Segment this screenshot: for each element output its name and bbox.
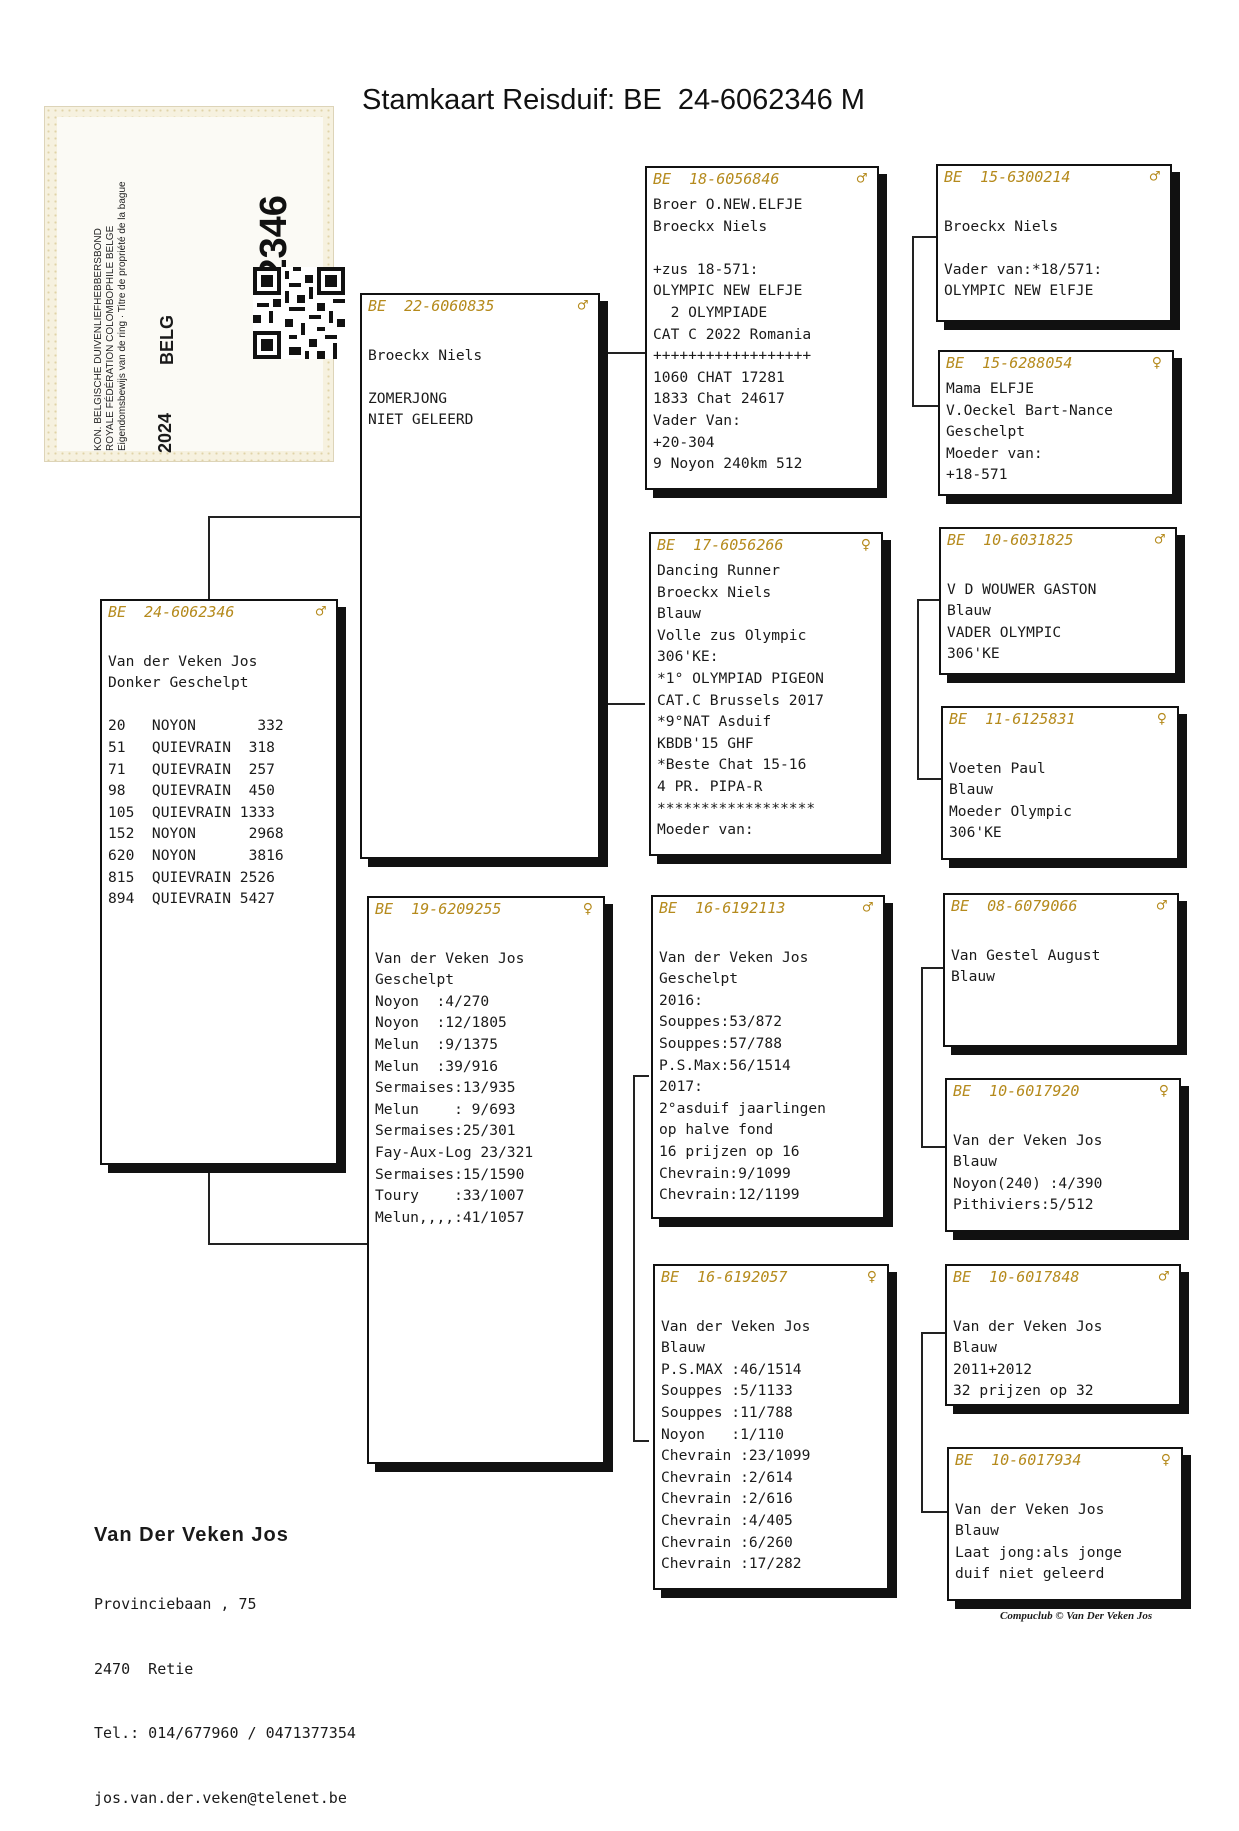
pigeon-header	[653, 170, 871, 190]
pigeon-detail-line: Blauw	[951, 968, 995, 986]
connector-fff	[912, 236, 938, 238]
pigeon-detail-line: Noyon :4/270	[375, 992, 490, 1010]
pigeon-details	[946, 378, 1168, 486]
connector-fmm	[917, 778, 941, 780]
connector-mm	[633, 1440, 649, 1442]
pigeon-detail-line: Toury :33/1007	[375, 1187, 525, 1205]
pigeon-details	[661, 1294, 883, 1575]
pigeon-detail-line: Van der Veken Jos	[955, 1500, 1105, 1518]
pigeon-detail-line: *1° OLYMPIAD PIGEON	[657, 669, 824, 687]
ring-card-line1: KON. BELGISCHE DUIVENLIEFHEBBERSBOND	[93, 228, 104, 451]
pigeon-details	[955, 1477, 1177, 1585]
country-code: BE	[661, 1268, 680, 1286]
connector-fmf	[917, 599, 941, 601]
male-icon: ♂	[1158, 1267, 1169, 1287]
ring-number: 11-6125831	[985, 710, 1076, 728]
pigeon-detail-line: Melun : 9/693	[375, 1100, 516, 1118]
pigeon-detail-line	[955, 1477, 1177, 1499]
pigeon-detail-line: Broeckx Niels	[368, 346, 483, 364]
pigeon-detail-line	[368, 366, 594, 388]
pigeon-detail-line: +zus 18-571:	[653, 260, 759, 278]
pigeon-detail-line: CAT.C Brussels 2017	[657, 691, 824, 709]
pigeon-detail-line: Broer O.NEW.ELFJE	[653, 196, 803, 213]
pigeon-detail-line: Noyon(240) :4/390	[953, 1174, 1103, 1192]
male-icon: ♂	[1156, 896, 1167, 916]
pigeon-card-mmm	[947, 1447, 1183, 1601]
pigeon-detail-line: Broeckx Niels	[657, 583, 772, 601]
pigeon-header	[946, 354, 1166, 374]
pigeon-detail-line: Souppes :11/788	[661, 1403, 793, 1421]
pigeon-detail-line: 51 QUIEVRAIN 318	[108, 738, 275, 756]
pigeon-card-father	[360, 293, 600, 859]
ring-card-line3: Eigendomsbewijs van de ring · Titre de propriété de la bague	[117, 181, 128, 451]
ring-number: 17-6056266	[693, 536, 784, 554]
country-code: BE	[653, 170, 672, 188]
ring-number: 08-6079066	[987, 897, 1078, 915]
pigeon-detail-line: P.S.Max:56/1514	[659, 1056, 791, 1074]
pigeon-detail-line: 2011+2012	[953, 1360, 1033, 1378]
pigeon-detail-line: 152 NOYON 2968	[108, 825, 284, 843]
pigeon-header	[953, 1082, 1173, 1102]
pigeon-detail-line: Volle zus Olympic	[657, 626, 807, 644]
pigeon-detail-line	[108, 629, 332, 651]
pigeon-detail-line: OLYMPIC NEW ElFJE	[944, 282, 1094, 300]
pigeon-detail-line: NIET GELEERD	[368, 411, 474, 429]
pigeon-detail-line: 620 NOYON 3816	[108, 846, 284, 864]
pigeon-detail-line: CAT C 2022 Romania	[653, 325, 812, 343]
pigeon-detail-line	[951, 923, 1173, 945]
pigeon-detail-line	[661, 1294, 883, 1316]
country-code: BE	[108, 603, 127, 621]
male-icon: ♂	[1149, 167, 1160, 187]
pigeon-card-mmf	[945, 1264, 1181, 1406]
pigeon-detail-line	[953, 1294, 1175, 1316]
pigeon-detail-line: Blauw	[953, 1339, 997, 1357]
connector-fm	[605, 703, 645, 705]
pigeon-details	[953, 1108, 1175, 1216]
pigeon-detail-line: Chevrain :6/260	[661, 1533, 793, 1551]
pigeon-detail-line: 2°asduif jaarlingen	[659, 1099, 826, 1117]
pigeon-detail-line: Moeder van:	[657, 821, 754, 839]
pigeon-details	[368, 323, 594, 431]
pigeon-header	[951, 897, 1171, 917]
pigeon-detail-line: Blauw	[657, 605, 701, 623]
male-icon: ♂	[1154, 530, 1165, 550]
pigeon-card-mf	[651, 895, 885, 1219]
ring-number: 18-6056846	[689, 170, 780, 188]
pigeon-detail-line: Blauw	[953, 1153, 997, 1171]
pigeon-detail-line: V D WOUWER GASTON	[947, 580, 1097, 598]
pigeon-detail-line: Vader van:*18/571:	[944, 260, 1103, 278]
pigeon-details	[653, 194, 873, 475]
pigeon-detail-line: Geschelpt	[946, 423, 1026, 441]
pigeon-header	[659, 899, 877, 919]
pigeon-detail-line	[375, 926, 599, 948]
pigeon-detail-line	[949, 736, 1173, 758]
pigeon-header	[657, 536, 875, 556]
female-icon: ♀	[1156, 709, 1167, 729]
pigeon-detail-line: P.S.MAX :46/1514	[661, 1360, 802, 1378]
pigeon-header	[949, 710, 1171, 730]
pigeon-detail-line: Moeder Olympic	[949, 802, 1073, 820]
pigeon-detail-line: op halve fond	[659, 1121, 774, 1139]
pigeon-detail-line: Chevrain :4/405	[661, 1511, 793, 1529]
pigeon-detail-line: 1833 Chat 24617	[653, 390, 785, 408]
pigeon-detail-line: KBDB'15 GHF	[657, 734, 754, 752]
pigeon-detail-line: Mama ELFJE	[946, 380, 1034, 397]
ring-card-line2: ROYALE FÉDÉRATION COLOMBOPHILE BELGE	[105, 225, 116, 451]
ring-number: 10-6031825	[983, 531, 1074, 549]
pigeon-details	[108, 629, 332, 910]
pigeon-card-fmm	[941, 706, 1179, 860]
connector-gen2-mother	[633, 1075, 635, 1441]
country-code: BE	[946, 354, 965, 372]
pigeon-detail-line: +18-571	[946, 466, 1008, 484]
pigeon-detail-line	[953, 1108, 1175, 1130]
pigeon-card-mm	[653, 1264, 889, 1590]
pigeon-detail-line: Melun :39/916	[375, 1057, 499, 1075]
pigeon-detail-line: Broeckx Niels	[944, 217, 1059, 235]
pigeon-detail-line	[944, 237, 1166, 259]
pigeon-detail-line: 894 QUIEVRAIN 5427	[108, 890, 275, 908]
pigeon-detail-line: Van der Veken Jos	[661, 1317, 811, 1335]
pigeon-detail-line: +20-304	[653, 433, 715, 451]
pigeon-detail-line: Van der Veken Jos	[375, 949, 525, 967]
pigeon-detail-line: Geschelpt	[659, 970, 739, 988]
pigeon-details	[944, 194, 1166, 302]
country-code: BE	[368, 297, 387, 315]
pigeon-detail-line: V.Oeckel Bart-Nance	[946, 401, 1113, 419]
pigeon-detail-line: Van der Veken Jos	[953, 1131, 1103, 1149]
ring-number: 16-6192113	[695, 899, 786, 917]
connector-gen3-mf	[921, 967, 923, 1147]
ring-number: 24-6062346	[144, 603, 235, 621]
ring-number: 19-6209255	[411, 900, 502, 918]
owner-name: Van Der Veken Jos	[94, 1524, 289, 1546]
pigeon-detail-line: Blauw	[949, 781, 993, 799]
pigeon-detail-line	[368, 323, 594, 345]
pigeon-detail-line: 2 OLYMPIADE	[653, 303, 768, 321]
female-icon: ♀	[1160, 1450, 1171, 1470]
country-code: BE	[947, 531, 966, 549]
connector-mff	[921, 967, 945, 969]
pigeon-detail-line: 9 Noyon 240km 512	[653, 455, 803, 473]
pigeon-detail-line: VADER OLYMPIC	[947, 623, 1062, 641]
pigeon-detail-line: Blauw	[947, 602, 991, 620]
pigeon-details	[657, 560, 877, 841]
male-icon: ♂	[856, 169, 867, 189]
pigeon-header	[368, 297, 592, 317]
pigeon-card-fff	[936, 164, 1172, 322]
pigeon-detail-line: Noyon :1/110	[661, 1425, 785, 1443]
pigeon-detail-line: Van der Veken Jos	[108, 652, 258, 670]
pigeon-detail-line: Souppes:53/872	[659, 1013, 783, 1031]
owner-street: Provinciebaan , 75	[94, 1595, 257, 1613]
qr-code-icon	[253, 267, 345, 359]
pigeon-header	[955, 1451, 1175, 1471]
owner-email[interactable]: jos.van.der.veken@telenet.be	[94, 1788, 347, 1807]
country-code: BE	[953, 1268, 972, 1286]
female-icon: ♀	[582, 899, 593, 919]
pigeon-detail-line: Van Gestel August	[951, 946, 1101, 964]
ring-number: 10-6017934	[991, 1451, 1082, 1469]
country-code: BE	[951, 897, 970, 915]
pigeon-detail-line: Geschelpt	[375, 971, 455, 989]
connector-gen3-fm	[917, 599, 919, 779]
pigeon-detail-line: Souppes:57/788	[659, 1034, 783, 1052]
connector-mf	[633, 1075, 649, 1077]
pigeon-details	[949, 736, 1173, 844]
pigeon-details	[953, 1294, 1175, 1402]
pigeon-detail-line: Noyon :12/1805	[375, 1014, 507, 1032]
pigeon-details	[375, 926, 599, 1228]
page-title: Stamkaart Reisduif: BE 24-6062346 M	[362, 84, 865, 116]
pigeon-detail-line: 306'KE:	[657, 648, 719, 666]
country-code: BE	[953, 1082, 972, 1100]
pigeon-detail-line: *9°NAT Asduif	[657, 713, 772, 731]
pigeon-header	[944, 168, 1164, 188]
pigeon-detail-line: ZOMERJONG	[368, 389, 448, 407]
pigeon-detail-line: *Beste Chat 15-16	[657, 756, 807, 774]
ring-number: 10-6017920	[989, 1082, 1080, 1100]
connector-gen3-ff	[912, 236, 914, 406]
ring-number: 15-6300214	[980, 168, 1071, 186]
pigeon-detail-line	[944, 194, 1166, 216]
pigeon-details	[947, 557, 1171, 665]
pigeon-detail-line: 1060 CHAT 17281	[653, 368, 785, 386]
connector-mmm	[921, 1511, 947, 1513]
pigeon-detail-line: Blauw	[955, 1522, 999, 1540]
ring-number: 10-6017848	[989, 1268, 1080, 1286]
pigeon-detail-line: Sermaises:13/935	[375, 1079, 516, 1097]
pigeon-detail-line	[108, 694, 332, 716]
pigeon-card-mff	[943, 893, 1179, 1047]
ring-card-inner	[57, 117, 323, 451]
pigeon-card-ffm	[938, 350, 1174, 496]
pigeon-detail-line: 20 NOYON 332	[108, 717, 284, 735]
pigeon-detail-line: Chevrain :2/614	[661, 1468, 793, 1486]
female-icon: ♀	[860, 535, 871, 555]
pigeon-detail-line: 98 QUIEVRAIN 450	[108, 782, 275, 800]
owner-city: 2470 Retie	[94, 1659, 194, 1678]
pigeon-detail-line: duif niet geleerd	[955, 1565, 1105, 1583]
pigeon-detail-line: Souppes :5/1133	[661, 1382, 793, 1400]
male-icon: ♂	[577, 296, 588, 316]
ring-ownership-card	[44, 106, 334, 462]
pigeon-card-main	[100, 599, 338, 1165]
ring-number: 22-6060835	[404, 297, 495, 315]
pigeon-header	[947, 531, 1169, 551]
female-icon: ♀	[1151, 353, 1162, 373]
connector-father	[208, 516, 360, 518]
pigeon-detail-line: 32 prijzen op 32	[953, 1382, 1094, 1400]
pigeon-detail-line: 105 QUIEVRAIN 1333	[108, 803, 275, 821]
pigeon-detail-line: 306'KE	[947, 645, 1000, 663]
pigeon-detail-line: Vader Van:	[653, 411, 741, 429]
connector-ffm	[912, 405, 940, 407]
connector-gen3-mm	[921, 1332, 923, 1512]
pigeon-card-fmf	[939, 527, 1177, 675]
pigeon-detail-line: Van der Veken Jos	[953, 1317, 1103, 1335]
ring-number: 15-6288054	[982, 354, 1073, 372]
pigeon-detail-line: Broeckx Niels	[653, 217, 768, 235]
country-code: BE	[375, 900, 394, 918]
ring-number: 16-6192057	[697, 1268, 788, 1286]
pigeon-detail-line: 4 PR. PIPA-R	[657, 777, 763, 795]
pigeon-header	[953, 1268, 1173, 1288]
country-code: BE	[949, 710, 968, 728]
ring-card-year: 2024	[155, 412, 175, 453]
pigeon-detail-line: Chevrain:9/1099	[659, 1164, 791, 1182]
pigeon-detail-line: Sermaises:15/1590	[375, 1165, 525, 1183]
pigeon-detail-line: 306'KE	[949, 824, 1002, 842]
owner-address	[94, 1476, 356, 1831]
pigeon-detail-line: Fay-Aux-Log 23/321	[375, 1143, 534, 1161]
pigeon-detail-line: ******************	[657, 799, 816, 817]
pigeon-detail-line	[653, 237, 873, 259]
pigeon-detail-line: Blauw	[661, 1339, 705, 1357]
ring-card-country: BELG	[157, 314, 177, 365]
pigeon-detail-line: Sermaises:25/301	[375, 1122, 516, 1140]
pigeon-detail-line: Chevrain :17/282	[661, 1555, 802, 1573]
country-code: BE	[657, 536, 676, 554]
male-icon: ♂	[862, 898, 873, 918]
country-code: BE	[944, 168, 963, 186]
country-code: BE	[955, 1451, 974, 1469]
pigeon-card-ff	[645, 166, 879, 490]
pigeon-detail-line: ++++++++++++++++++	[653, 347, 812, 365]
owner-phone: Tel.: 014/677960 / 0471377354	[94, 1724, 356, 1742]
pigeon-detail-line	[947, 557, 1171, 579]
ring-card-org-text	[93, 131, 128, 451]
pigeon-detail-line: Melun,,,,:41/1057	[375, 1208, 525, 1226]
connector-mmf	[921, 1332, 947, 1334]
pigeon-detail-line: Donker Geschelpt	[108, 674, 249, 692]
connector-mother	[208, 1243, 368, 1245]
pigeon-card-mfm	[945, 1078, 1181, 1232]
pigeon-detail-line: 815 QUIEVRAIN 2526	[108, 868, 275, 886]
pigeon-detail-line: Dancing Runner	[657, 562, 781, 579]
pigeon-detail-line	[659, 925, 879, 947]
pigeon-details	[659, 925, 879, 1206]
pigeon-detail-line: Van der Veken Jos	[659, 948, 809, 966]
pigeon-detail-line: 2017:	[659, 1078, 703, 1096]
pigeon-header	[375, 900, 597, 920]
pigeon-card-mother	[367, 896, 605, 1464]
pigeon-detail-line: Laat jong:als jonge	[955, 1543, 1122, 1561]
pigeon-detail-line: Chevrain :2/616	[661, 1490, 793, 1508]
pigeon-detail-line: Chevrain:12/1199	[659, 1186, 800, 1204]
pigeon-header	[661, 1268, 881, 1288]
pigeon-detail-line: 16 prijzen op 16	[659, 1142, 800, 1160]
pigeon-detail-line: Melun :9/1375	[375, 1035, 499, 1053]
pigeon-detail-line: OLYMPIC NEW ELFJE	[653, 282, 803, 300]
footer-credit: Compuclub © Van Der Veken Jos	[1000, 1610, 1153, 1622]
connector-ff	[605, 352, 645, 354]
female-icon: ♀	[866, 1267, 877, 1287]
pigeon-detail-line: Pithiviers:5/512	[953, 1196, 1094, 1214]
connector-mfm	[921, 1146, 947, 1148]
pigeon-detail-line: Voeten Paul	[949, 759, 1046, 777]
pigeon-details	[951, 923, 1173, 988]
pigeon-detail-line: Moeder van:	[946, 444, 1043, 462]
female-icon: ♀	[1158, 1081, 1169, 1101]
male-icon: ♂	[315, 602, 326, 622]
pigeon-detail-line: Chevrain :23/1099	[661, 1447, 811, 1465]
pigeon-detail-line: 71 QUIEVRAIN 257	[108, 760, 275, 778]
pigeon-card-fm	[649, 532, 883, 856]
pigeon-detail-line: 2016:	[659, 991, 703, 1009]
country-code: BE	[659, 899, 678, 917]
connector-gen2-father	[605, 352, 607, 704]
pigeon-header	[108, 603, 330, 623]
